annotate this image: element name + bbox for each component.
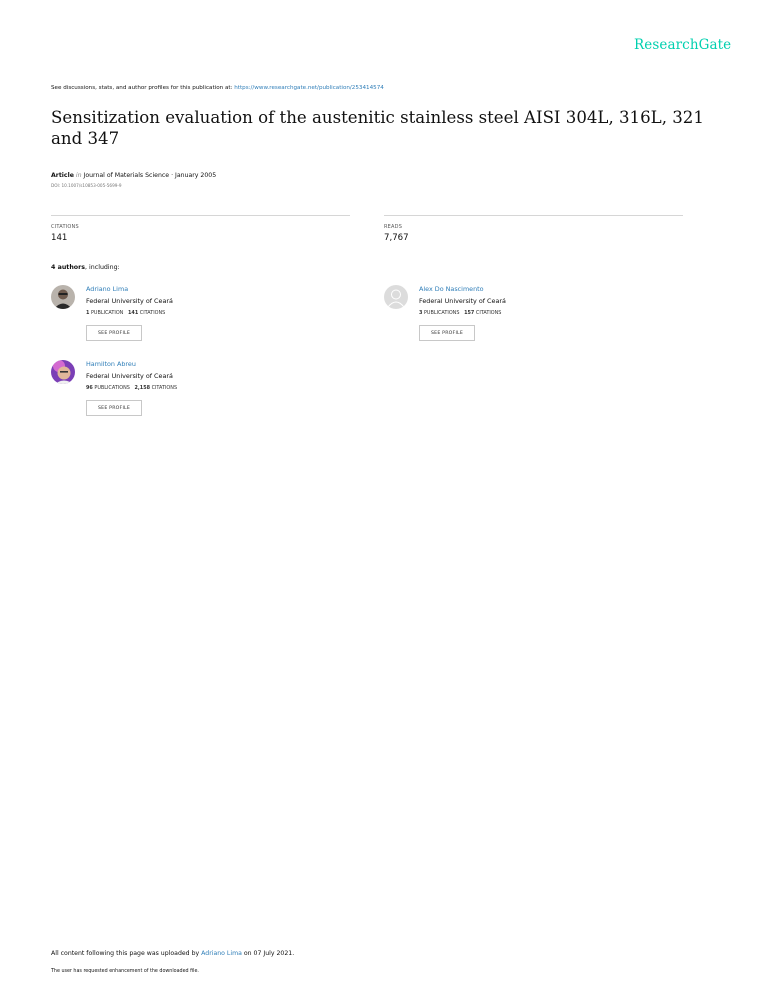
author-stats — [86, 385, 177, 391]
reads-value: 7,767 — [384, 233, 409, 243]
avatar-photo-icon[interactable] — [51, 360, 75, 384]
author-card — [384, 285, 684, 345]
citations-count: 157 — [464, 310, 475, 316]
publications-count: 3 — [419, 310, 423, 316]
upload-notice — [51, 950, 294, 957]
author-name-link[interactable]: Hamilton Abreu — [86, 360, 136, 368]
author-stats — [86, 310, 165, 316]
doi: DOI: 10.1007/s10853-005-5699-9 — [51, 183, 122, 188]
see-profile-button[interactable]: SEE PROFILE — [86, 400, 142, 416]
author-card — [51, 360, 351, 420]
citations-count: 141 — [128, 310, 139, 316]
publications-label: PUBLICATION — [90, 310, 124, 316]
author-institution: Federal University of Ceará — [86, 372, 173, 380]
see-profile-button[interactable]: SEE PROFILE — [419, 325, 475, 341]
publication-url-link[interactable]: https://www.researchgate.net/publication/253414574 — [234, 85, 384, 91]
citations-count: 2,158 — [134, 385, 151, 391]
uploader-link[interactable]: Adriano Lima — [201, 950, 242, 957]
citations-value: 141 — [51, 233, 68, 243]
author-institution: Federal University of Ceará — [419, 297, 506, 305]
author-institution: Federal University of Ceará — [86, 297, 173, 305]
avatar-placeholder-icon[interactable] — [384, 285, 408, 309]
authors-heading — [51, 264, 120, 271]
authors-heading-suffix: , including: — [84, 264, 120, 271]
upload-notice-suffix: on 07 July 2021. — [241, 950, 295, 957]
avatar-photo-icon[interactable] — [51, 285, 75, 309]
citations-divider — [51, 215, 350, 216]
publications-label: PUBLICATIONS — [94, 385, 130, 391]
author-name-link[interactable]: Alex Do Nascimento — [419, 285, 484, 293]
article-type: Article — [51, 172, 74, 179]
author-citations-label: CITATIONS — [139, 310, 166, 316]
discussion-notice — [51, 85, 384, 91]
upload-notice-prefix: All content following this page was uploaded by — [51, 950, 202, 957]
enhancement-note: The user has requested enhancement of the downloaded file. — [51, 969, 199, 974]
reads-label: READS — [384, 224, 403, 230]
see-profile-button[interactable]: SEE PROFILE — [86, 325, 142, 341]
publications-count: 96 — [86, 385, 93, 391]
author-citations-label: CITATIONS — [475, 310, 502, 316]
article-in: in — [75, 172, 82, 179]
discussion-notice-text: See discussions, stats, and author profiles for this publication at: — [51, 85, 235, 91]
researchgate-logo[interactable]: ResearchGate — [634, 37, 732, 53]
author-citations-label: CITATIONS — [151, 385, 178, 391]
author-card — [51, 285, 351, 345]
authors-count: 4 authors — [51, 264, 85, 271]
author-stats — [419, 310, 501, 316]
citations-label: CITATIONS — [51, 224, 79, 230]
author-name-link[interactable]: Adriano Lima — [86, 285, 129, 293]
reads-divider — [384, 215, 683, 216]
publications-label: PUBLICATIONS — [423, 310, 460, 316]
publications-count: 1 — [86, 310, 90, 316]
article-meta — [51, 172, 216, 179]
journal-and-date: Journal of Materials Science · January 2005 — [83, 172, 217, 179]
publication-title: Sensitization evaluation of the austenitic stainless steel AISI 304L, 316L, 321 and 347 — [51, 108, 704, 148]
